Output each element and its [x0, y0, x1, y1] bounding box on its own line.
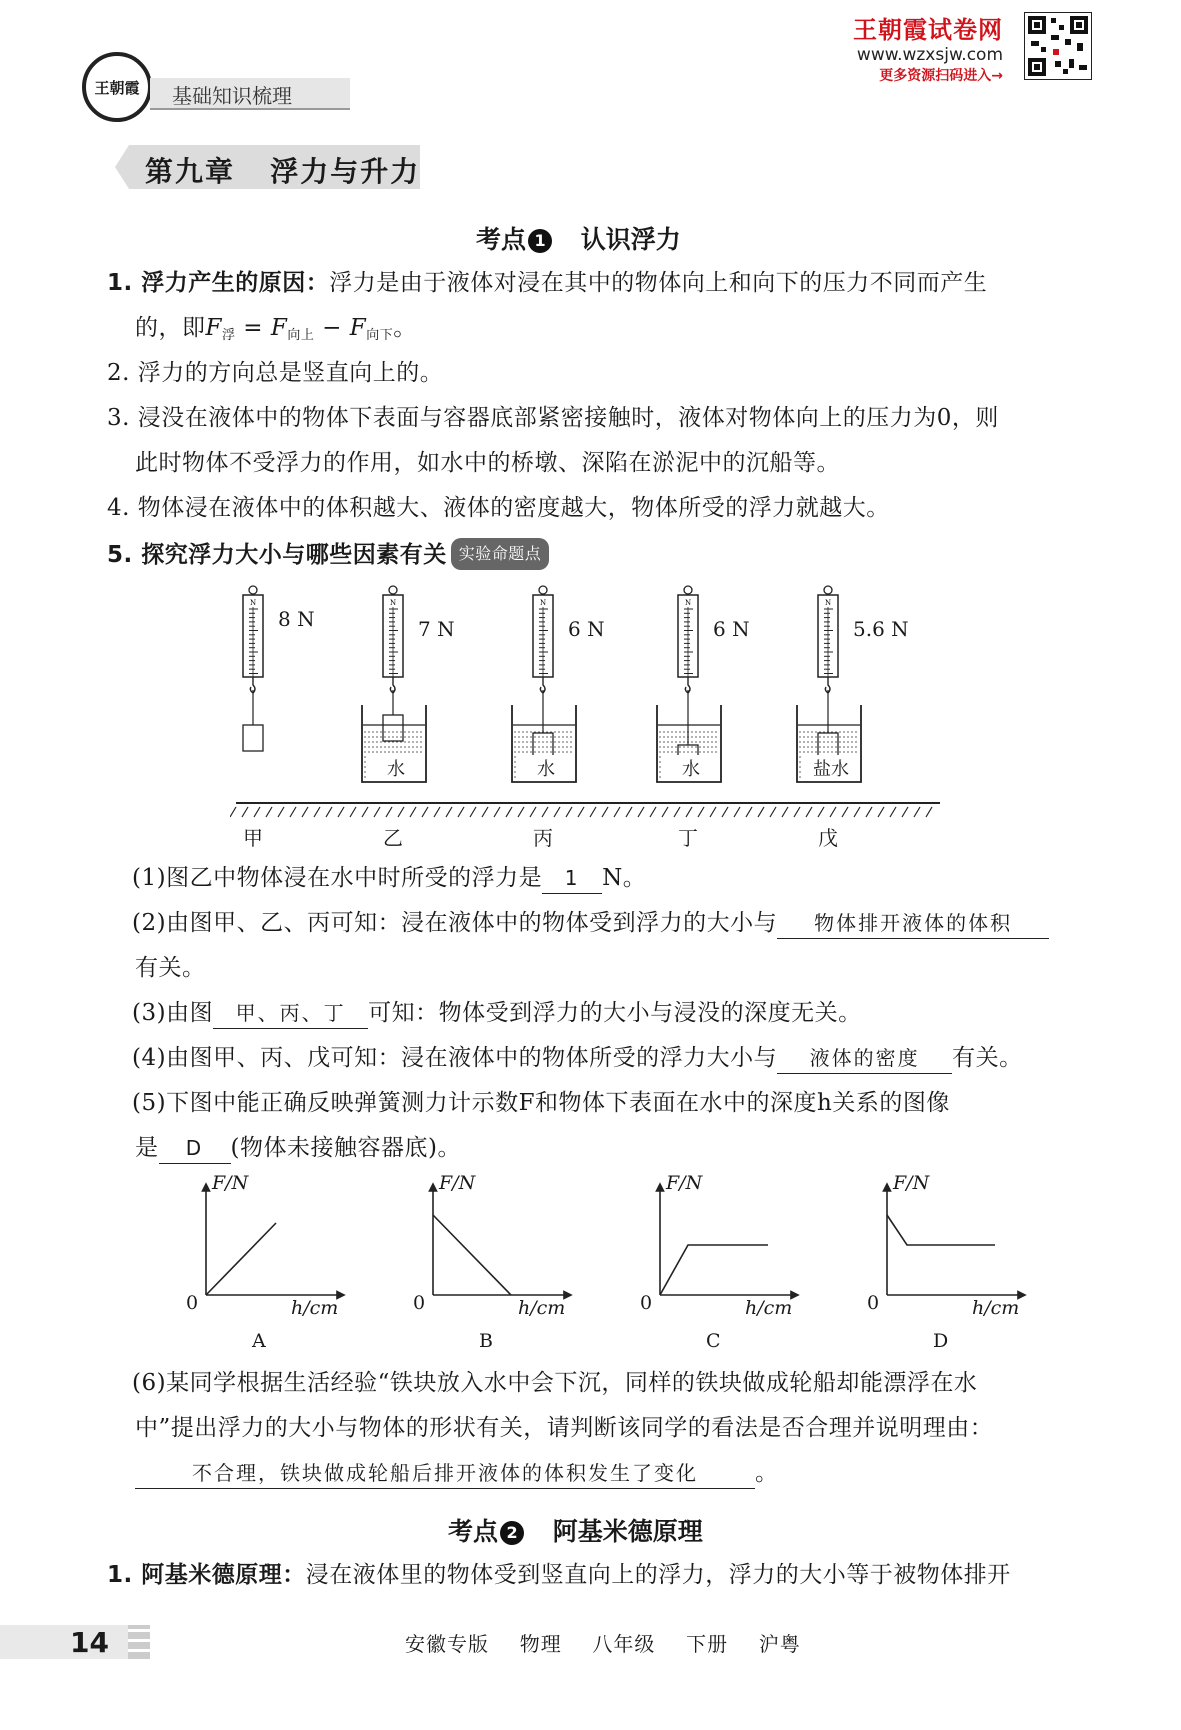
footer-band [0, 1625, 130, 1659]
question-1: (1)图乙中物体浸在水中时所受的浮力是 1 N。 [132, 863, 646, 894]
graph-name-D: D [933, 1330, 949, 1352]
spring-scale-4 [657, 586, 721, 782]
liquid-label-2: 水 [368, 755, 424, 781]
y-axis-label: F/N [439, 1172, 476, 1194]
brand-url[interactable]: www.wzxsjw.com [856, 45, 1003, 65]
question-2: (2)由图甲、乙、丙可知：浸在液体中的物体受到浮力的大小与 物体排开液体的体积 [132, 908, 1049, 939]
qr-code-icon[interactable] [1024, 12, 1092, 80]
item-1-line-2: 的，即$F_浮 = F_{向上} - F_{向下}$。 [135, 315, 417, 343]
answer-2-blank[interactable]: 物体排开液体的体积 [777, 908, 1049, 939]
origin-label: 0 [867, 1292, 880, 1314]
liquid-label-3: 水 [518, 755, 574, 781]
kaodian-1-number: 1 [528, 229, 552, 253]
item-3-line-2: 此时物体不受浮力的作用，如水中的桥墩、深陷在淤泥中的沉船等。 [135, 450, 840, 476]
item-4: 4. 物体浸在液体中的体积越大、液体的密度越大，物体所受的浮力就越大。 [107, 495, 890, 521]
spring-reading-3: 6 N [568, 617, 605, 641]
liquid-label-5: 盐水 [803, 755, 859, 781]
graphs-figure [180, 1175, 1060, 1355]
setup-label-3: 丙 [533, 826, 553, 850]
spring-scale-1 [243, 586, 263, 751]
answer-6-blank[interactable]: 不合理，铁块做成轮船后排开液体的体积发生了变化 [135, 1458, 755, 1489]
x-axis-label: h/cm [745, 1297, 793, 1319]
graph-D [887, 1187, 1022, 1295]
answer-5-blank[interactable]: D [159, 1133, 231, 1164]
question-6-line-2: 中”提出浮力的大小与物体的形状有关，请判断该同学的看法是否合理并说明理由： [135, 1415, 994, 1441]
publisher-logo: 王朝霞 [82, 52, 152, 122]
question-5-line-1: (5)下图中能正确反映弹簧测力计示数F和物体下表面在水中的深度h关系的图像 [132, 1090, 950, 1116]
scale-unit: N [250, 599, 257, 607]
question-5-line-2: 是 D (物体未接触容器底)。 [135, 1133, 461, 1164]
spring-reading-2: 7 N [418, 617, 455, 641]
x-axis-label: h/cm [518, 1297, 566, 1319]
y-axis-label: F/N [893, 1172, 930, 1194]
graph-name-A: A [252, 1330, 266, 1352]
spring-reading-4: 6 N [713, 617, 750, 641]
answer-3-blank[interactable]: 甲、丙、丁 [213, 998, 368, 1029]
scale-unit: N [540, 599, 547, 607]
kaodian-1-heading: 考点 1 认识浮力 [476, 225, 681, 254]
scale-unit: N [685, 599, 692, 607]
spring-scale-5 [797, 586, 861, 782]
liquid-label-4: 水 [663, 755, 719, 781]
setup-label-4: 丁 [678, 826, 698, 850]
origin-label: 0 [186, 1292, 199, 1314]
item-5: 5. 探究浮力大小与哪些因素有关 实验命题点 [107, 538, 549, 570]
kaodian-2-heading: 考点 2 阿基米德原理 [448, 1517, 703, 1546]
question-3: (3)由图 甲、丙、丁 可知：物体受到浮力的大小与浸没的深度无关。 [132, 998, 862, 1029]
graph-C [660, 1187, 795, 1295]
spring-reading-5: 5.6 N [853, 617, 909, 641]
section-title: 基础知识梳理 [172, 84, 292, 108]
page-number: 14 [70, 1626, 109, 1659]
question-2-tail: 有关。 [135, 955, 206, 981]
question-6-line-3: 不合理，铁块做成轮船后排开液体的体积发生了变化 。 [135, 1458, 779, 1489]
item-1-line-1: 1. 浮力产生的原因：浮力是由于液体对浸在其中的物体向上和向下的压力不同而产生 [107, 270, 988, 296]
spring-scale-2 [362, 586, 426, 782]
footer-decor [128, 1625, 150, 1659]
graph-line-B [433, 1215, 511, 1295]
answer-1-blank[interactable]: 1 [542, 863, 602, 894]
graph-B [433, 1187, 568, 1295]
graph-line-C [660, 1245, 768, 1295]
origin-label: 0 [640, 1292, 653, 1314]
item-3-line-1: 3. 浸没在液体中的物体下表面与容器底部紧密接触时，液体对物体向上的压力为0，则 [107, 405, 999, 431]
spring-reading-1: 8 N [278, 607, 315, 631]
answer-4-blank[interactable]: 液体的密度 [777, 1043, 952, 1074]
x-axis-label: h/cm [972, 1297, 1020, 1319]
item-2: 2. 浮力的方向总是竖直向上的。 [107, 360, 444, 386]
graph-name-C: C [706, 1330, 721, 1352]
footer-info: 安徽专版 物理 八年级 下册 沪粤 [405, 1632, 801, 1656]
experiment-tag: 实验命题点 [451, 538, 550, 570]
spring-scale-3 [512, 586, 576, 782]
graph-name-B: B [479, 1330, 493, 1352]
setup-label-2: 乙 [383, 826, 403, 850]
archimedes-line-1: 1. 阿基米德原理：浸在液体里的物体受到竖直向上的浮力，浮力的大小等于被物体排开 [107, 1562, 1011, 1588]
brand-more: 更多资源扫码进入→ [879, 68, 1003, 84]
setup-label-5: 戊 [818, 826, 838, 850]
x-axis-label: h/cm [291, 1297, 339, 1319]
scale-unit: N [825, 599, 832, 607]
question-4: (4)由图甲、丙、戊可知：浸在液体中的物体所受的浮力大小与 液体的密度 有关。 [132, 1043, 1023, 1074]
kaodian-2-number: 2 [500, 1521, 524, 1545]
question-6-line-1: (6)某同学根据生活经验“铁块放入水中会下沉，同样的铁块做成轮船却能漂浮在水 [132, 1370, 978, 1396]
origin-label: 0 [413, 1292, 426, 1314]
setup-label-1: 甲 [243, 826, 263, 850]
brand-block[interactable] [853, 10, 1003, 85]
graph-line-D [887, 1215, 995, 1245]
y-axis-label: F/N [212, 1172, 249, 1194]
brand-name: 王朝霞试卷网 [853, 16, 1003, 44]
chapter-title: 第九章 浮力与升力 [145, 155, 421, 188]
y-axis-label: F/N [666, 1172, 703, 1194]
scale-unit: N [390, 599, 397, 607]
graph-line-A [206, 1223, 276, 1295]
graph-A [206, 1187, 341, 1295]
